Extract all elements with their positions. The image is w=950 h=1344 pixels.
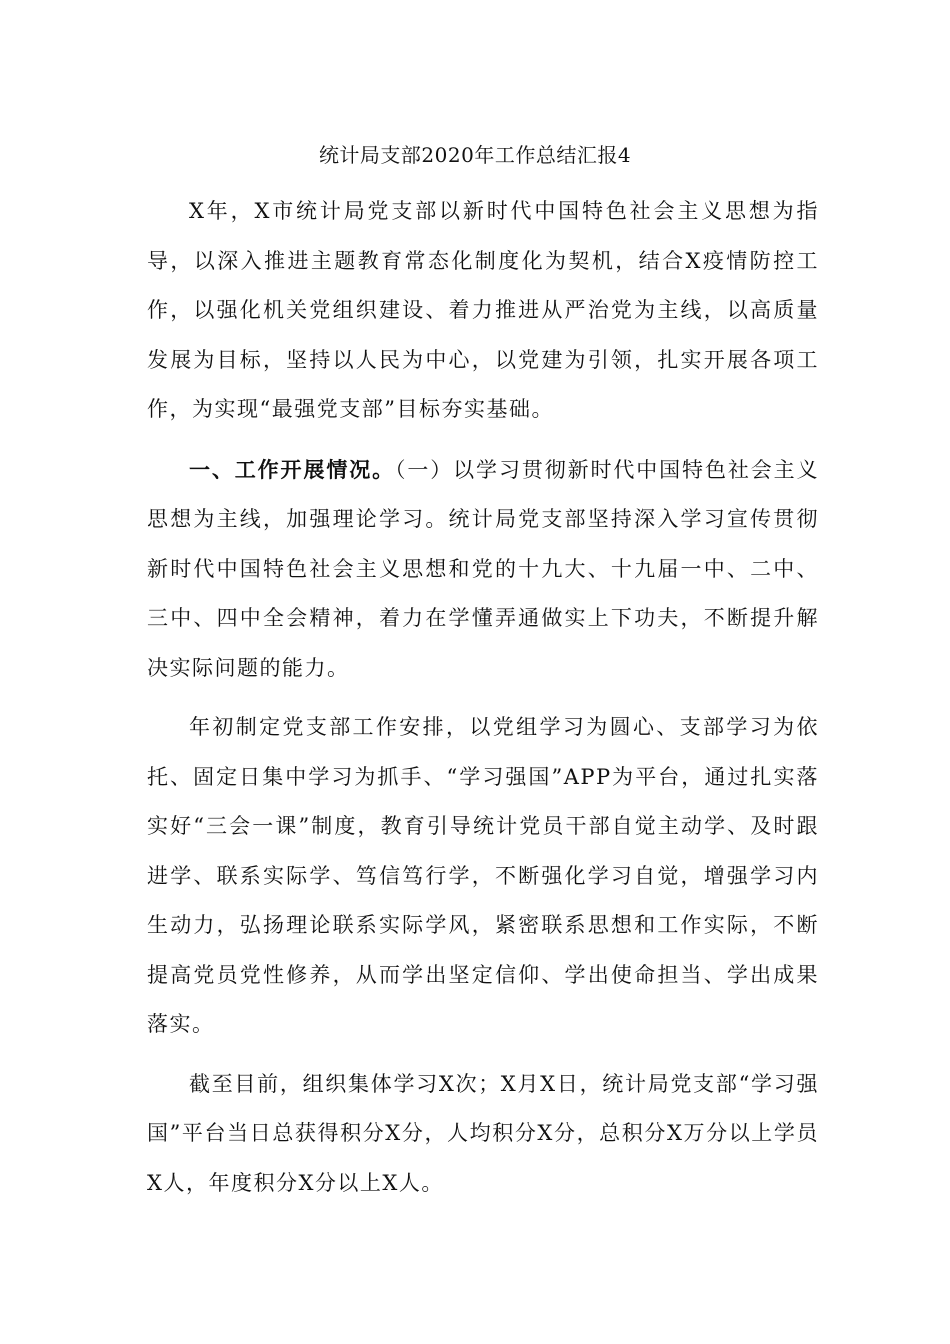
section-heading: 一、工作开展情况。 (189, 456, 395, 482)
paragraph-study-plan (147, 703, 819, 1050)
document-title: 统计局支部2020年工作总结汇报4 (318, 143, 632, 167)
paragraph-text: 截至目前，组织集体学习X次；X月X日，统计局党支部“学习强国”平台当日总获得积分X分，人均积分X分，总积分X万分以上学员X人，年度积分X分以上X人。 (147, 1071, 819, 1195)
paragraph-text: 年初制定党支部工作安排，以党组学习为圆心、支部学习为依托、固定日集中学习为抓手、“学习强国”APP为平台，通过扎实落实好“三会一课”制度，教育引导统计党员干部自觉主动学、及时跟进学、联系实际学、笃信笃行学，不断强化学习自觉，增强学习内生动力，弘扬理论联系实际学风，紧密联系思想和工作实际，不断提高党员党性修养，从而学出坚定信仰、学出使命担当、学出成果落实。 (147, 715, 819, 1036)
paragraph-text: X年，X市统计局党支部以新时代中国特色社会主义思想为指导，以深入推进主题教育常态化制度化为契机，结合X疫情防控工作，以强化机关党组织建设、着力推进从严治党为主线，以高质量发展为目标，坚持以人民为中心，以党建为引领，扎实开展各项工作，为实现“最强党支部”目标夯实基础。 (147, 199, 819, 421)
paragraph-study-stats (147, 1060, 819, 1209)
paragraph-intro (147, 187, 819, 435)
document-body (147, 187, 819, 1218)
paragraph-text: （一）以学习贯彻新时代中国特色社会主义思想为主线，加强理论学习。统计局党支部坚持深入学习宣传贯彻新时代中国特色社会主义思想和党的十九大、十九届一中、二中、三中、四中全会精神，着力在学懂弄通做实上下功夫，不断提升解决实际问题的能力。 (147, 457, 819, 680)
paragraph-section-one (147, 445, 819, 694)
